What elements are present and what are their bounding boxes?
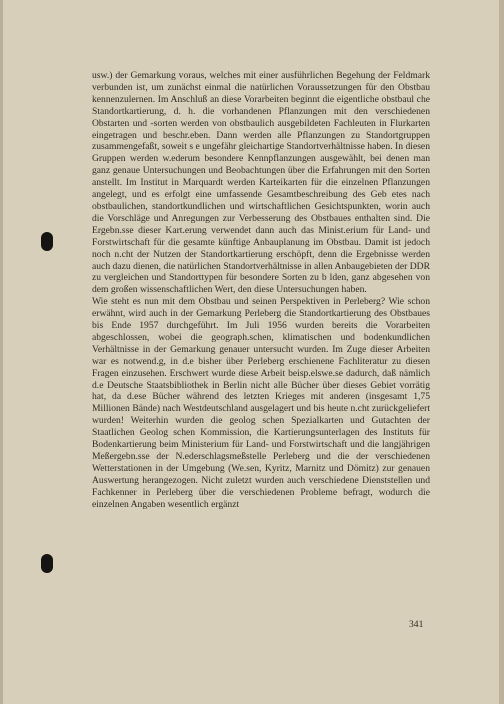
page-right-edge	[499, 0, 504, 704]
punch-hole-top	[41, 232, 53, 251]
punch-hole-bottom	[41, 554, 53, 573]
body-text	[92, 70, 430, 511]
paragraph-2: Wie steht es nun mit dem Obstbau und seinen Perspektiven in Perleberg? Wie schon erwähnt, wird auch in der Gemarkung Perleberg die Standortkartierung des Obstbaues bis Ende 1957 durchgeführt. Im Juli 1956 wurden bereits die Vorarbeiten abgeschlossen, wobei die geograph.schen, klimatischen und bodenkundlichen Verhältnisse in der Gemarkung genauer untersucht wurden. Im Zuge dieser Arbeiten war es notwend.g, in d.e bisher über Perleberg erschienene Fachliteratur zu diesen Fragen einzusehen. Erschwert wurde diese Arbeit beisp.elswe.se dadurch, daß nämlich d.e Deutsche Staatsbibliothek in Berlin nicht alle Bücher über dieses Gebiet vorrätig hat, da d.ese Bücher während des letzten Krieges mit anderen (insgesamt 1,75 Millionen Bände) nach Westdeutschland ausgelagert und bis heute n.cht zurückgeliefert wurden! Weiterhin wurden die geolog schen Spezialkarten und Gutachten der Staatlichen Geolog schen Kommission, die Kartierungsunterlagen des Instituts für Bodenkartierung beim Ministerium für Land- und Forstwirtschaft und die langjährigen Meßergebn.sse der N.ederschlagsmeßstelle Perleberg und die der verschiedenen Wetterstationen in der Umgebung (We.sen, Kyritz, Marnitz und Dömitz) zur genauen Auswertung herangezogen. Nicht zuletzt wurden auch verschiedene Dienststellen und Fachkenner in Perleberg über die verschiedenen Probleme befragt, wodurch die einzelnen Angaben wesentlich ergänzt	[92, 296, 430, 510]
page-number: 341	[409, 619, 424, 630]
page-left-edge	[0, 0, 3, 704]
paragraph-1: usw.) der Gemarkung voraus, welches mit einer ausführlichen Begehung der Feldmark verbunden ist, um zunächst einmal die natürlichen Voraussetzungen für den Obstbau kennenzulernen. Im Anschluß an diese Vorarbeiten beginnt die eigentliche obstbaul che Standortkartierung, d. h. die vorhandenen Pflanzungen mit den verschiedenen Obstarten und -sorten werden von obstbaulich ausgebildeten Fachleuten in Flurkarten eingetragen und beschr.eben. Dann werden alle Pflanzungen zu Standortgruppen zusammengefaßt, soweit s e ungefähr gleichartige Standortverhältnisse haben. In diesen Gruppen werden w.ederum besondere Kennpflanzungen ausgewählt, bei denen man ganz genaue Untersuchungen und Beobachtungen über die Erfahrungen mit den Sorten anstellt. Im Institut in Marquardt werden Karteikarten für die einzelnen Pflanzungen angelegt, und es erfolgt eine umfassende Gesamtbeschreibung des Geb etes nach obstbaulichen, standortkundlichen und wirtschaftlichen Gesichtspunkten, worin auch die Vorschläge und Anregungen zur Verbesserung des Obstbaues enthalten sind. Die Ergebn.sse dieser Kart.erung verwendet dann auch das Minist.erium für Land- und Forstwirtschaft für die gesamte künftige Anbauplanung im Obstbau. Damit ist jedoch noch n.cht der Nutzen der Standortkartierung erschöpft, denn die Ergebnisse werden auch dazu dienen, die natürlichen Standortverhältnisse in allen Anbaugebieten der DDR zu vergleichen und Standorttypen für besondere Sorten zu b lden, ganz abgesehen von dem großen wissenschaftlichen Wert, den diese Untersuchungen haben.	[92, 70, 430, 296]
